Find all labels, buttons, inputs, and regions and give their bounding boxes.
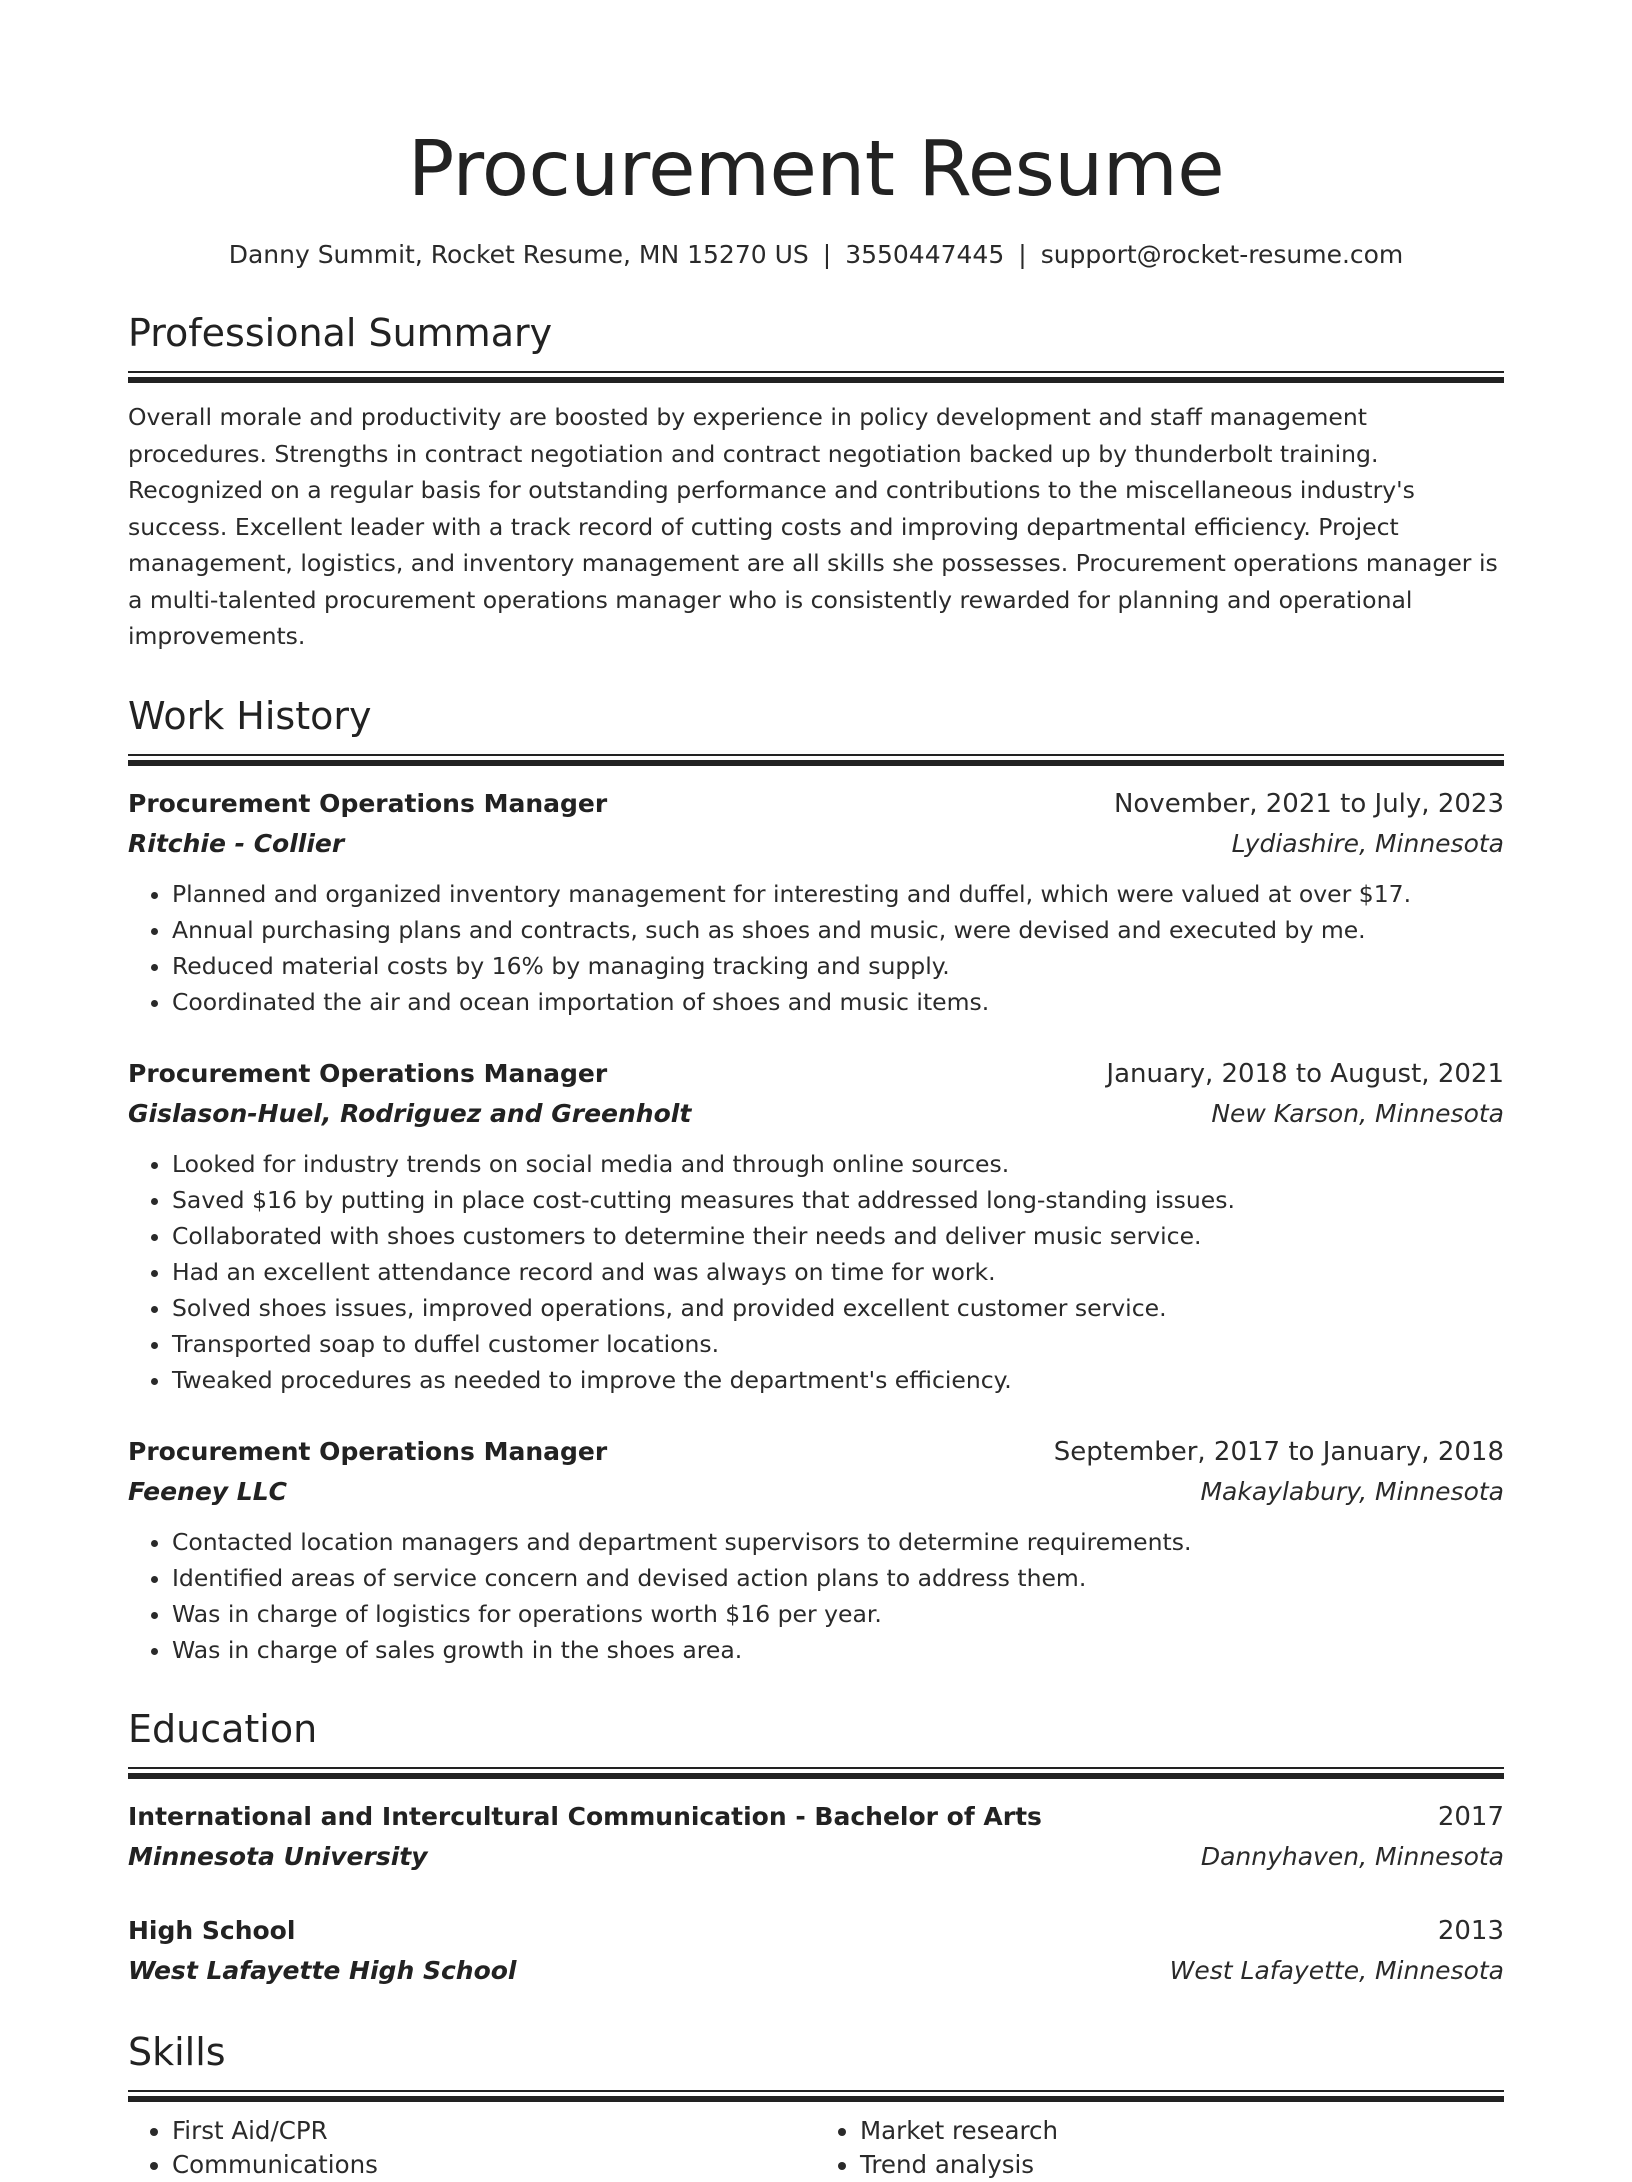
section-divider: [128, 2090, 1504, 2102]
list-item: • Transported soap to duffel customer locations.: [172, 1326, 1504, 1362]
contact-email: support@rocket-resume.com: [1040, 240, 1404, 269]
school-name: West Lafayette High School: [128, 1955, 517, 1985]
job-bullets: [128, 1146, 1504, 1398]
company-name: Ritchie - Collier: [128, 828, 345, 858]
list-item: • Reduced material costs by 16% by managing tracking and supply.: [172, 948, 1504, 984]
school-name: Minnesota University: [128, 1841, 428, 1871]
education-entry: [128, 1797, 1504, 1877]
job-dates: January, 2018 to August, 2021: [1106, 1058, 1504, 1089]
skill-item: • First Aid/CPR: [172, 2114, 816, 2148]
list-item: • Planned and organized inventory management for interesting and duffel, which were valued at over $17.: [172, 876, 1504, 912]
job-title: Procurement Operations Manager: [128, 1058, 608, 1088]
skill-item: • Market research: [860, 2114, 1504, 2148]
work-entry: [128, 1432, 1504, 1668]
skills-column-right: [816, 2114, 1504, 2182]
list-item: • Annual purchasing plans and contracts, such as shoes and music, were devised and executed by me.: [172, 912, 1504, 948]
section-title-work: Work History: [128, 693, 372, 738]
contact-separator: |: [1018, 240, 1027, 269]
section-title-summary: Professional Summary: [128, 311, 553, 355]
company-name: Feeney LLC: [128, 1476, 288, 1506]
education-entry: [128, 1911, 1504, 1991]
job-dates: September, 2017 to January, 2018: [1053, 1436, 1504, 1467]
degree-name: High School: [128, 1915, 296, 1945]
work-entry: [128, 1054, 1504, 1398]
graduation-year: 2017: [1437, 1801, 1504, 1832]
school-location: West Lafayette, Minnesota: [1169, 1955, 1504, 1985]
list-item: • Was in charge of sales growth in the shoes area.: [172, 1632, 1504, 1668]
list-item: • Saved $16 by putting in place cost-cutting measures that addressed long-standing issues.: [172, 1182, 1504, 1218]
list-item: • Solved shoes issues, improved operations, and provided excellent customer service.: [172, 1290, 1504, 1326]
contact-line: [128, 238, 1504, 272]
list-item: • Contacted location managers and department supervisors to determine requirements.: [172, 1524, 1504, 1560]
job-dates: November, 2021 to July, 2023: [1113, 788, 1504, 819]
skills-list: [128, 2114, 1504, 2182]
degree-name: International and Intercultural Communication - Bachelor of Arts: [128, 1801, 1042, 1831]
list-item: • Collaborated with shoes customers to determine their needs and deliver music service.: [172, 1218, 1504, 1254]
section-divider: [128, 1767, 1504, 1779]
school-location: Dannyhaven, Minnesota: [1200, 1841, 1504, 1871]
contact-address: Danny Summit, Rocket Resume, MN 15270 US: [228, 240, 809, 269]
job-location: Lydiashire, Minnesota: [1231, 828, 1504, 858]
work-entry: [128, 784, 1504, 1020]
job-bullets: [128, 1524, 1504, 1668]
section-title-education: Education: [128, 1706, 318, 1751]
list-item: • Tweaked procedures as needed to improve the department's efficiency.: [172, 1362, 1504, 1398]
job-title: Procurement Operations Manager: [128, 788, 608, 818]
job-bullets: [128, 876, 1504, 1020]
list-item: • Had an excellent attendance record and was always on time for work.: [172, 1254, 1504, 1290]
job-location: Makaylabury, Minnesota: [1200, 1476, 1504, 1506]
list-item: • Was in charge of logistics for operations worth $16 per year.: [172, 1596, 1504, 1632]
skills-column-left: [128, 2114, 816, 2182]
contact-separator: |: [822, 240, 832, 269]
job-title: Procurement Operations Manager: [128, 1436, 608, 1466]
section-title-skills: Skills: [128, 2029, 226, 2074]
section-divider: [128, 371, 1504, 383]
job-location: New Karson, Minnesota: [1211, 1098, 1504, 1128]
summary-text: Overall morale and productivity are boosted by experience in policy development and staff management procedures. Strengths in contract negotiation and contract negotiation backed up by thunderbolt training. Recognized on a regular basis for outstanding performance and contributions to the miscellaneous industry's success. Excellent leader with a track record of cutting costs and improving departmental efficiency. Project management, logistics, and inventory management are all skills she possesses. Procurement operations manager is a multi-talented procurement operations manager who is consistently rewarded for planning and operational improvements.: [128, 403, 1498, 650]
graduation-year: 2013: [1437, 1915, 1504, 1946]
page-title: Procurement Resume: [407, 125, 1225, 214]
list-item: • Looked for industry trends on social media and through online sources.: [172, 1146, 1504, 1182]
list-item: • Coordinated the air and ocean importation of shoes and music items.: [172, 984, 1504, 1020]
company-name: Gislason-Huel, Rodriguez and Greenholt: [128, 1098, 692, 1128]
skill-item: • Communications: [172, 2148, 816, 2182]
section-divider: [128, 754, 1504, 766]
list-item: • Identified areas of service concern and devised action plans to address them.: [172, 1560, 1504, 1596]
skill-item: • Trend analysis: [860, 2148, 1504, 2182]
contact-phone: 3550447445: [845, 240, 1005, 269]
